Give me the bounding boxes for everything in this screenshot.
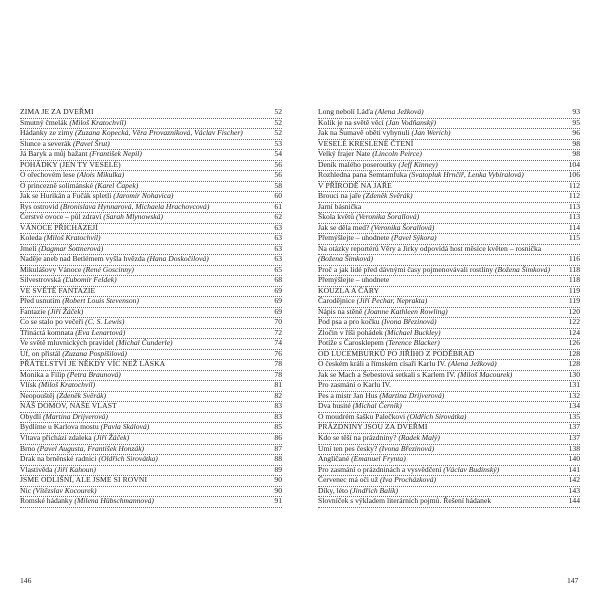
toc-entry-title: KOUZLA A ČÁRY [318, 285, 380, 295]
toc-entry-title: Long nebolí Láďa [318, 107, 375, 116]
toc-entry-text [318, 444, 566, 455]
toc-entry-author: (Oldřich Sirovátka) [407, 411, 467, 421]
toc-entry-title: Pod psa a pro kočku [318, 317, 382, 327]
toc-entry-title: Nic [20, 485, 33, 495]
toc-entry-author: (Zdeněk Svěrák) [362, 191, 413, 201]
toc-entry-page: 90 [274, 485, 282, 495]
toc-entry-page: 69 [274, 285, 282, 295]
toc-entry-text [318, 465, 566, 476]
toc-entry-text [318, 181, 566, 192]
toc-entry-page: 52 [274, 117, 282, 127]
toc-entry-author: (Ivona Březinová) [379, 443, 435, 453]
toc-entry-page: 69 [274, 306, 282, 316]
toc-entry-author: (Pavel Augusta, František Honzák) [37, 443, 145, 453]
toc-entry-title: V PŘÍRODĚ NA JAŘE [318, 180, 392, 190]
toc-entry-page: 93 [572, 107, 580, 116]
toc-entry-author: (Jan Vodňanský) [385, 117, 437, 127]
toc-entry-text [20, 223, 271, 234]
toc-entry-text [318, 191, 566, 202]
toc-entry-title: Bydlíme u Karlova mostu [20, 422, 101, 432]
toc-entry-author: (Vítězslav Kocourek) [32, 485, 97, 495]
toc-entry-author: (Joanne Kathleen Rowling) [364, 306, 448, 316]
toc-entry-page: 82 [274, 390, 282, 400]
toc-entry-author: (Emanuel Frynta) [351, 454, 406, 464]
toc-entry-page: 115 [568, 233, 580, 243]
toc-entry-text [20, 202, 271, 213]
toc-entry-text [318, 328, 566, 339]
toc-entry-text [20, 244, 271, 255]
toc-entry-text [318, 254, 566, 265]
toc-entry-title: Deník malého poseroutky [318, 159, 399, 169]
toc-entry-title: Zločin v říši pohádek [318, 327, 385, 337]
toc-entry-text [318, 433, 566, 444]
toc-entry-page: 132 [568, 390, 580, 400]
toc-entry-text [20, 338, 271, 349]
toc-entry-author: (Zuzana Pospíšilová) [62, 348, 127, 358]
toc-entry-page: 52 [274, 107, 282, 116]
toc-entry-title: Jak se Mach a Šebestová setkali s Karlem IV. [318, 369, 458, 379]
toc-entry-title: Brouci na jaře [318, 191, 363, 201]
toc-entry-page: 106 [568, 170, 580, 180]
toc-entry-text [318, 170, 566, 181]
toc-entry-page: 72 [274, 327, 282, 337]
toc-entry-page: 104 [568, 159, 580, 169]
toc-entry-title: Brno [20, 443, 38, 453]
toc-entry-text [20, 307, 271, 318]
toc-entry-title: NÁŠ DOMOV, NAŠE VLAST [20, 401, 117, 411]
toc-entry-page: 144 [568, 496, 580, 506]
toc-entry-author: (Alena Ježková) [447, 359, 497, 369]
toc-entry-text [20, 465, 271, 476]
toc-entry-title: Čerstvé ovoce – půl zdraví [20, 212, 104, 222]
toc-entry-author: (Pavla Skálová) [100, 422, 150, 432]
toc-entry-page: 62 [274, 212, 282, 222]
toc-entry-title: Hádanky ze zimy [20, 128, 76, 138]
toc-entry-page: 74 [274, 338, 282, 348]
toc-entry-title: Vlastivěda [20, 464, 55, 474]
toc-entry-title: Jak se děla med? [318, 222, 372, 232]
toc-entry-text [318, 359, 566, 370]
toc-entry-author: (Veronika Šorallová) [371, 222, 435, 232]
toc-entry-page: 91 [274, 496, 282, 506]
toc-entry-title: Umí ten pes česky? [318, 443, 380, 453]
toc-entry-text [318, 275, 566, 286]
toc-entry-page: 63 [274, 243, 282, 253]
toc-entry-page: 78 [274, 359, 282, 369]
toc-entry-text [318, 486, 566, 497]
toc-entry-title: Obydlí [20, 411, 43, 421]
toc-entry-text [20, 433, 271, 444]
toc-entry-title: Před usnutím [20, 296, 63, 306]
toc-entry-page: 122 [568, 317, 580, 327]
toc-entry-author: (Eva Lenartová) [75, 327, 126, 337]
toc-entry-author: (Michal Černík) [352, 401, 402, 411]
toc-entry-title: OD LUCEMBURKŮ PO JIŘÍHO Z PODĚBRAD [318, 348, 475, 358]
toc-entry-author: (Ivona Březinová) [381, 317, 437, 327]
toc-entry-page: 112 [568, 191, 580, 201]
toc-entry-text [20, 496, 271, 507]
toc-entry-title: Přemýšlejte – uhodnete [318, 275, 390, 285]
toc-entry-page: 113 [568, 212, 580, 222]
toc-entry-page: 63 [274, 222, 282, 232]
toc-entry-author: (Sarah Mlynowská) [103, 212, 163, 222]
toc-entry-author: (Pavel Šrut) [72, 138, 110, 148]
toc-entry-page: 61 [274, 201, 282, 211]
page-number-right: 147 [567, 576, 579, 585]
toc-entry-text [318, 380, 566, 391]
toc-entry-author: (Dagmar Šottnerová) [38, 243, 104, 253]
toc-entry-page: 89 [274, 464, 282, 474]
toc-entry-title: Jmelí [20, 243, 39, 253]
toc-entry-author: (Iva Procházková) [380, 475, 437, 485]
toc-entry-title: Díky, léto [318, 485, 350, 495]
toc-entry-page: 114 [568, 222, 580, 232]
toc-entry-author: (Lincoln Peirce) [372, 149, 422, 159]
toc-entry-text [20, 444, 271, 455]
toc-entry-author: (Terence Blacker) [385, 338, 440, 348]
toc-entry-author: (Jiří Pechar, Neprakta) [356, 296, 428, 306]
toc-entry-page: 119 [568, 285, 580, 295]
toc-entry-text [20, 349, 271, 360]
toc-entry-author: (Michal Čunderle) [115, 338, 173, 348]
toc-entry-author: (Alois Mikulka) [76, 170, 125, 180]
toc-entry-page: 83 [274, 401, 282, 411]
toc-entry-author: (Božena Šimková) [318, 254, 374, 264]
toc-entry-text [318, 223, 566, 234]
toc-entry-author: (Miloš Kratochvíl) [43, 233, 101, 243]
toc-entry-page: 86 [274, 432, 282, 442]
toc-entry-page: 54 [274, 149, 282, 159]
toc-entry-page: 140 [568, 454, 580, 464]
toc-entry-author: (Svatopluk Hrnčíř, Lenka Vybíralová) [408, 170, 524, 180]
toc-entry-author: (Pavel Sýkora) [391, 233, 437, 243]
toc-entry-author: (Ľubomír Feldek) [62, 275, 117, 285]
toc-entry-title: PRÁZDNINY JSOU ZA DVEŘMI [318, 422, 428, 432]
toc-entry-page: 65 [274, 264, 282, 274]
toc-entry-title: VÁNOCE PŘICHÁZEJÍ [20, 222, 98, 232]
toc-entry-title: Jak se Hurikán a Fučák spletli [20, 191, 114, 201]
toc-entry-author: (Miloš Macourek) [457, 369, 513, 379]
toc-entry-text [20, 265, 271, 276]
toc-entry-text [318, 149, 569, 160]
toc-entry-text [318, 496, 566, 507]
toc-entry-text [20, 475, 271, 486]
toc-entry-text [20, 212, 271, 223]
toc-entry-title: Proč a jak lidé před dávnými časy pojmenovávali rostliny [318, 264, 495, 274]
toc-entry-title: Nápis na stěně [318, 306, 365, 316]
toc-entry-page: 56 [274, 159, 282, 169]
toc-entry-text [318, 128, 569, 139]
toc-entry-title: Jarní básnička [318, 201, 362, 211]
toc-entry-page: 142 [568, 475, 580, 485]
toc-entry-page: 118 [568, 264, 580, 274]
toc-entry-text [318, 139, 569, 150]
toc-entry-text [20, 107, 271, 118]
toc-entry-page: 143 [568, 485, 580, 495]
toc-entry-text [20, 296, 271, 307]
toc-entry-page: 76 [274, 348, 282, 358]
toc-entry-title: Čarodějnice [318, 296, 357, 306]
toc-entry-author: (C. S. Lewis) [85, 317, 125, 327]
toc-entry-page: 130 [568, 369, 580, 379]
toc-entry-author: (Petra Braunová) [67, 369, 121, 379]
toc-entry-author: (Bronislava Hynnarová, Michaela Hrachovcová) [60, 201, 210, 211]
toc-entry [20, 497, 282, 508]
toc-entry-author: (Jan Werich) [411, 128, 451, 138]
toc-entry-text [20, 286, 271, 297]
toc-entry-text [20, 380, 271, 391]
toc-entry-text [20, 454, 271, 465]
toc-entry-author: (Zuzana Kopecká, Věra Provazníková, Václav Fischer) [75, 128, 243, 138]
toc-entry-page: 119 [568, 296, 580, 306]
toc-entry-text [20, 391, 271, 402]
toc-entry-text [318, 370, 566, 381]
toc-entry-author: (František Nepil) [89, 149, 142, 159]
toc-entry-title: Neopouštěj [20, 390, 57, 400]
toc-entry-page: 60 [274, 191, 282, 201]
toc-entry-title: Dva husité [318, 401, 353, 411]
toc-entry-title: Kdo se těší na prázdniny? [318, 432, 399, 442]
toc-entry-title: O českém králi a římském císaři Karlu IV. [318, 359, 448, 369]
toc-entry-page: 126 [568, 338, 580, 348]
toc-entry-page: 58 [274, 180, 282, 190]
toc-entry-title: Přemýšlejte – uhodnete [318, 233, 392, 243]
toc-entry-page: 63 [274, 233, 282, 243]
toc-entry-text [318, 401, 566, 412]
toc-entry-page: 128 [568, 348, 580, 358]
toc-entry-title: Rozhledna pana Šemtamfuka [318, 170, 409, 180]
toc-entry-author: (Božena Šimková) [494, 264, 550, 274]
toc-entry-text [318, 296, 566, 307]
toc-entry-title: Kolik je na světě věcí [318, 117, 386, 127]
toc-entry-page: 70 [274, 317, 282, 327]
toc-entry-author: (Karel Čapek) [94, 180, 139, 190]
toc-entry-text [318, 286, 566, 297]
toc-entry-title: POHÁDKY (JEN TY VESELÉ) [20, 159, 121, 169]
toc-entry-title: Rys ostrovid [20, 201, 61, 211]
toc-entry-text [318, 244, 577, 255]
toc-entry-author: (Oldřich Sirovátka) [98, 454, 158, 464]
toc-entry-page: 118 [568, 275, 580, 285]
toc-entry-title: Vlísk [20, 380, 39, 390]
toc-entry-page: 137 [568, 432, 580, 442]
toc-entry-page: 138 [568, 443, 580, 453]
toc-entry-title: Romské hádanky [20, 496, 75, 506]
toc-entry-text [318, 454, 566, 465]
toc-entry-page: 83 [274, 411, 282, 421]
toc-entry-page: 68 [274, 275, 282, 285]
toc-entry-title: ZIMA JE ZA DVEŘMI [20, 107, 94, 116]
toc-entry-author: (René Goscinny) [83, 264, 134, 274]
toc-entry-text [318, 212, 566, 223]
toc-entry-text [20, 118, 271, 129]
toc-entry-page: 120 [568, 306, 580, 316]
toc-entry-title: Velký frajer Nate [318, 149, 373, 159]
toc-entry-page: 63 [274, 254, 282, 264]
toc-entry-text [20, 139, 271, 150]
toc-entry-title: Třináctá komnata [20, 327, 76, 337]
toc-entry-author: (Alena Ježková) [375, 107, 424, 116]
toc-entry-text [318, 160, 566, 171]
toc-entry-text [318, 233, 566, 244]
toc-entry-text [20, 170, 271, 181]
toc-entry-page: 141 [568, 464, 580, 474]
toc-entry-page: 96 [572, 128, 580, 138]
toc-entry-title: Pro zasmání o prázdninách a vysvědčení [318, 464, 444, 474]
toc-entry-title: Já Baryk a můj bažant [20, 149, 90, 159]
toc-entry-author: (Miloš Kratochvíl) [69, 117, 127, 127]
toc-entry-author: (Zdeněk Svěrák) [56, 390, 107, 400]
toc-entry-title: Pes a mistr Jan Hus [318, 390, 380, 400]
toc-entry-title: Silvestrovská [20, 275, 63, 285]
toc-entry-page: 134 [568, 401, 580, 411]
toc-entry-title: VESELÉ KRESLENÉ ČTENÍ [318, 138, 414, 148]
toc-entry-text [318, 317, 566, 328]
toc-entry-page: 112 [568, 180, 580, 190]
toc-entry-title: JSME ODLIŠNÍ, ALE JSME SI ROVNI [20, 475, 148, 485]
toc-entry-title: Smutný čmelák [20, 117, 70, 127]
toc-entry-title: Na otázky reportérů Věry a Jirky odpovídá host měsíce květen – rosnička [318, 243, 542, 253]
toc-entry-page: 52 [274, 128, 282, 138]
toc-entry-text [318, 391, 566, 402]
toc-entry-text [318, 338, 566, 349]
toc-entry-author: (Radek Malý) [398, 432, 440, 442]
toc-entry-text [318, 349, 566, 360]
toc-entry-title: PŘÁTELSTVÍ JE NĚKDY VÍC NEŽ LÁSKA [20, 359, 166, 369]
toc-entry-author: (Michael Buckley) [384, 327, 441, 337]
toc-entry [318, 497, 580, 508]
toc-entry-author: (Jindřich Balík) [349, 485, 399, 495]
toc-entry-page: 78 [274, 369, 282, 379]
toc-entry-page: 124 [568, 327, 580, 337]
toc-entry-title: O ořechovém lese [20, 170, 77, 180]
toc-entry-text [20, 181, 271, 192]
toc-entry-text [20, 317, 271, 328]
toc-entry-author: (Martina Drijverová) [43, 411, 108, 421]
toc-entry-text [318, 107, 569, 118]
toc-entry-page: 87 [274, 443, 282, 453]
toc-entry-page: 98 [572, 138, 580, 148]
toc-entry-author: (Milena Hübschmannová) [74, 496, 154, 506]
toc-entry-author: (Jeff Kinney) [398, 159, 438, 169]
toc-entry-text [20, 422, 271, 433]
toc-entry-author: (Hana Doskočilová) [146, 254, 209, 264]
toc-entry-title: Potíže s Čarosklepem [318, 338, 386, 348]
toc-entry-page: 53 [274, 138, 282, 148]
toc-entry-title: Ve světě mluvnických pravidel [20, 338, 116, 348]
toc-entry-page: 90 [274, 475, 282, 485]
toc-entry-title: Koleda [20, 233, 44, 243]
toc-entry-text [318, 202, 566, 213]
toc-entry-text [318, 307, 566, 318]
toc-entry-title: Co se stalo po večeři [20, 317, 86, 327]
toc-entry-title: Slunce a severák [20, 138, 73, 148]
page-number-left: 146 [20, 576, 32, 585]
toc-entry-text [20, 233, 271, 244]
toc-entry-title: Škola květů [318, 212, 356, 222]
toc-entry-page: 81 [274, 380, 282, 390]
toc-entry-page: 131 [568, 380, 580, 390]
toc-entry-page: 95 [572, 117, 580, 127]
toc-entry-page: 113 [568, 201, 580, 211]
toc-entry-text [318, 118, 569, 129]
toc-entry-author: (Jaromír Nohavica) [113, 191, 174, 201]
toc-entry-page: 137 [568, 422, 580, 432]
toc-entry-author: (Miloš Kratochvíl) [38, 380, 96, 390]
toc-entry-page: 135 [568, 411, 580, 421]
toc-entry-text [20, 160, 271, 171]
toc-entry-page: 98 [572, 149, 580, 159]
toc-entry-text [20, 359, 271, 370]
toc-entry-page: 116 [568, 254, 580, 264]
toc-entry-author: (Václav Budinský) [443, 464, 500, 474]
toc-entry-title: Slovníček s výkladem literárních pojmů. Řešení hádanek [318, 496, 492, 506]
toc-entry-title: O princezně solimánské [20, 180, 95, 190]
toc-entry-text [20, 401, 271, 412]
toc-entry-title: Jak na Šumavě oběti vyhynuli [318, 128, 412, 138]
toc-entry-title: Angličané [318, 454, 352, 464]
toc-entry-author: (Jiří Žáček) [93, 432, 130, 442]
toc-entry-text [20, 149, 271, 160]
toc-entry-text [20, 486, 271, 497]
toc-entry-author: (Jiří Kahoun) [54, 464, 96, 474]
toc-entry-title: O moudrém šašku Palečkovi [318, 411, 408, 421]
toc-entry-text [318, 412, 566, 423]
toc-entry-title: Naděje aneb nad Betlémem vyšla hvězda [20, 254, 147, 264]
toc-entry-author: (Robert Louis Stevenson) [62, 296, 139, 306]
toc-entry-page: 128 [568, 359, 580, 369]
toc-entry-page: 88 [274, 454, 282, 464]
toc-entry-page: 56 [274, 170, 282, 180]
toc-entry-text [20, 254, 271, 265]
toc-entry-title: Fantazie [20, 306, 48, 316]
toc-entry-title: Drak na brněnské radnici [20, 454, 99, 464]
toc-entry-title: Uf, on přistál [20, 348, 63, 358]
toc-entry-text [318, 475, 566, 486]
toc-entry-title: Mikulášovy Vánoce [20, 264, 84, 274]
toc-entry-title: Pro zasmání o Karlu IV. [318, 380, 392, 390]
toc-right-page [318, 108, 580, 508]
toc-entry-title: Červenec má oči už [318, 475, 380, 485]
toc-entry-title: VE SVĚTĚ FANTAZIE [20, 285, 96, 295]
toc-entry-text [318, 265, 566, 276]
toc-entry-text [318, 422, 566, 433]
toc-entry-title: Vltava přichází zdaleka [20, 432, 94, 442]
toc-entry-text [20, 191, 271, 202]
toc-entry-author: (Veronika Šorallová) [355, 212, 420, 222]
toc-entry-author: (Martina Drijverová) [379, 390, 445, 400]
toc-entry-text [20, 328, 271, 339]
toc-entry-page: 69 [274, 296, 282, 306]
toc-left-page [20, 108, 282, 508]
toc-entry-title: Monika a Filip [20, 369, 68, 379]
toc-entry-author: (Jiří Žáček) [47, 306, 84, 316]
toc-entry-page: 85 [274, 422, 282, 432]
toc-entry-text [20, 370, 271, 381]
toc-entry-text [20, 275, 271, 286]
toc-entry-text [20, 128, 271, 139]
toc-entry-text [20, 412, 271, 423]
